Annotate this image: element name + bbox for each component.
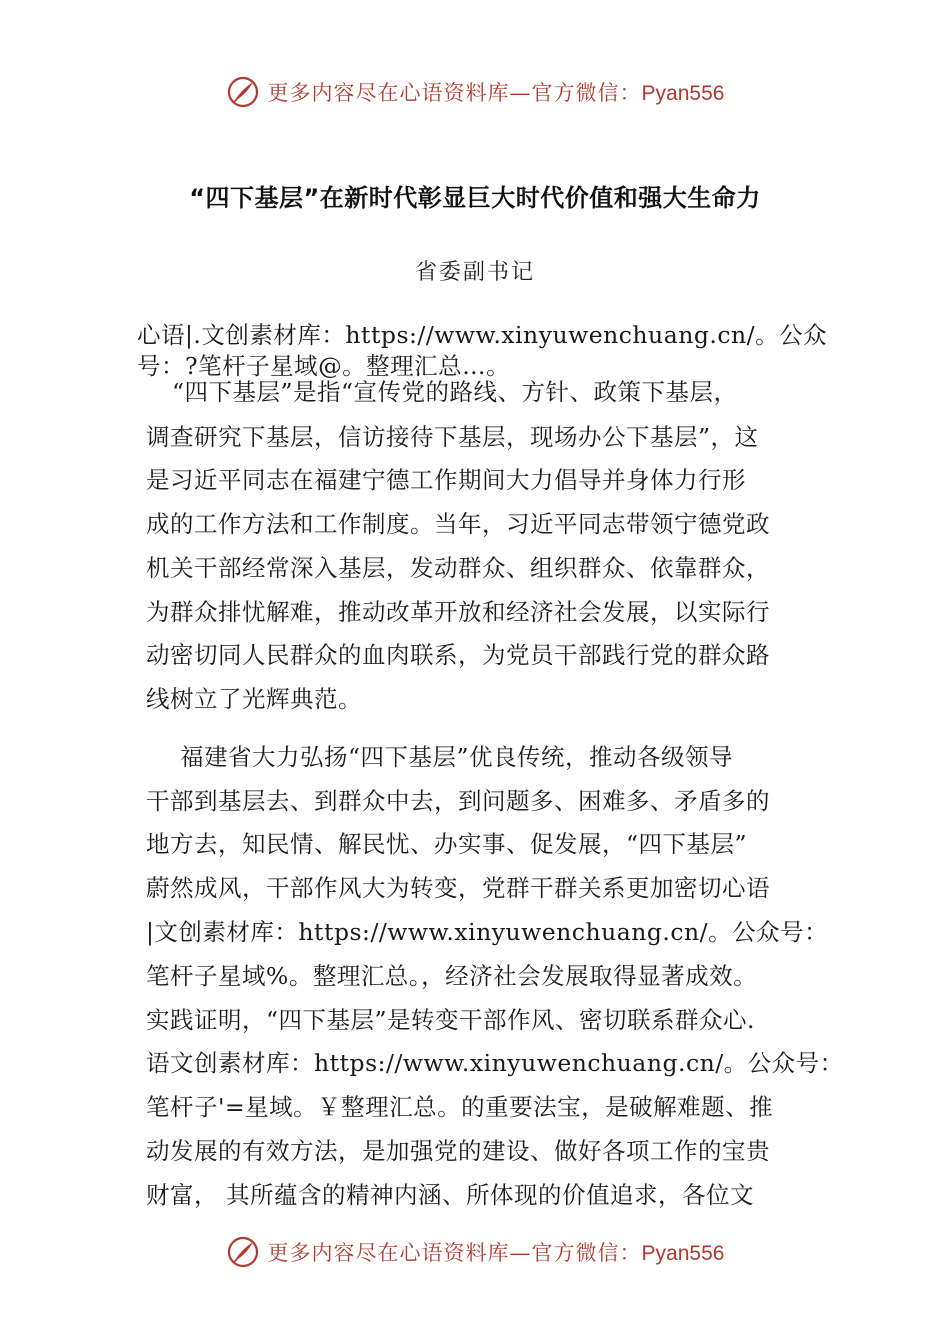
body-line: 机关干部经常深入基层，发动群众、组织群众、依靠群众， (146, 554, 770, 582)
body-line: 财富， 其所蕴含的精神内涵、所体现的价值追求，各位文 (146, 1181, 754, 1209)
body-line: 干部到基层去、到群众中去，到问题多、困难多、矛盾多的 (146, 787, 770, 815)
body-line: 成的工作方法和工作制度。当年，习近平同志带领宁德党政 (146, 510, 770, 538)
body-line: 为群众排忧解难，推动改革开放和经济社会发展，以实际行 (146, 598, 770, 626)
body-line: “四下基层”是指“宣传党的路线、方针、政策下基层， (172, 378, 738, 406)
body-line: 心语|.文创素材库：https://www.xinyuwenchuang.cn/。公众 (137, 321, 828, 349)
wechat-id: Pyan556 (641, 1242, 725, 1265)
body-line: 线树立了光辉典范。 (146, 685, 362, 713)
body-line: 是习近平同志在福建宁德工作期间大力倡导并身体力行形 (146, 466, 746, 494)
body-line: 笔杆子'=星域。￥整理汇总。的重要法宝，是破解难题、推 (146, 1093, 774, 1121)
body-line: 调查研究下基层，信访接待下基层，现场办公下基层”，这 (146, 423, 759, 451)
body-line: 动密切同人民群众的血肉联系，为党员干部践行党的群众路 (146, 641, 770, 669)
header-banner (0, 70, 950, 114)
body-line: 笔杆子星域%。整理汇总。，经济社会发展取得显著成效。 (146, 962, 758, 990)
body-line: 蔚然成风，干部作风大为转变，党群干群关系更加密切心语 (146, 874, 770, 902)
body-line: 地方去，知民情、解民忧、办实事、促发展，“四下基层” (146, 830, 748, 858)
quill-logo-icon (226, 1235, 260, 1269)
body-line: |文创素材库：https://www.xinyuwenchuang.cn/。公众号： (146, 918, 829, 946)
wechat-id: Pyan556 (641, 82, 725, 105)
body-line: 语文创素材库：https://www.xinyuwenchuang.cn/。公众号： (146, 1049, 844, 1077)
banner-text (268, 1237, 725, 1267)
body-line: 动发展的有效方法，是加强党的建设、做好各项工作的宝贵 (146, 1137, 770, 1165)
banner-text (268, 77, 725, 107)
banner-label: 更多内容尽在心语资料库—官方微信： (267, 1241, 642, 1265)
quill-logo-icon (226, 75, 260, 109)
body-line: 实践证明，“四下基层”是转变干部作风、密切联系群众心. (146, 1006, 755, 1034)
document-title: “四下基层”在新时代彰显巨大时代价值和强大生命力 (189, 184, 761, 212)
footer-banner (0, 1230, 950, 1274)
body-line: 福建省大力弘扬“四下基层”优良传统，推动各级领导 (180, 743, 734, 771)
document-author: 省委副书记 (414, 260, 535, 285)
body-line: 号：?笔杆子星域@。整理汇总…。 (137, 352, 511, 380)
banner-label: 更多内容尽在心语资料库—官方微信： (267, 81, 642, 105)
